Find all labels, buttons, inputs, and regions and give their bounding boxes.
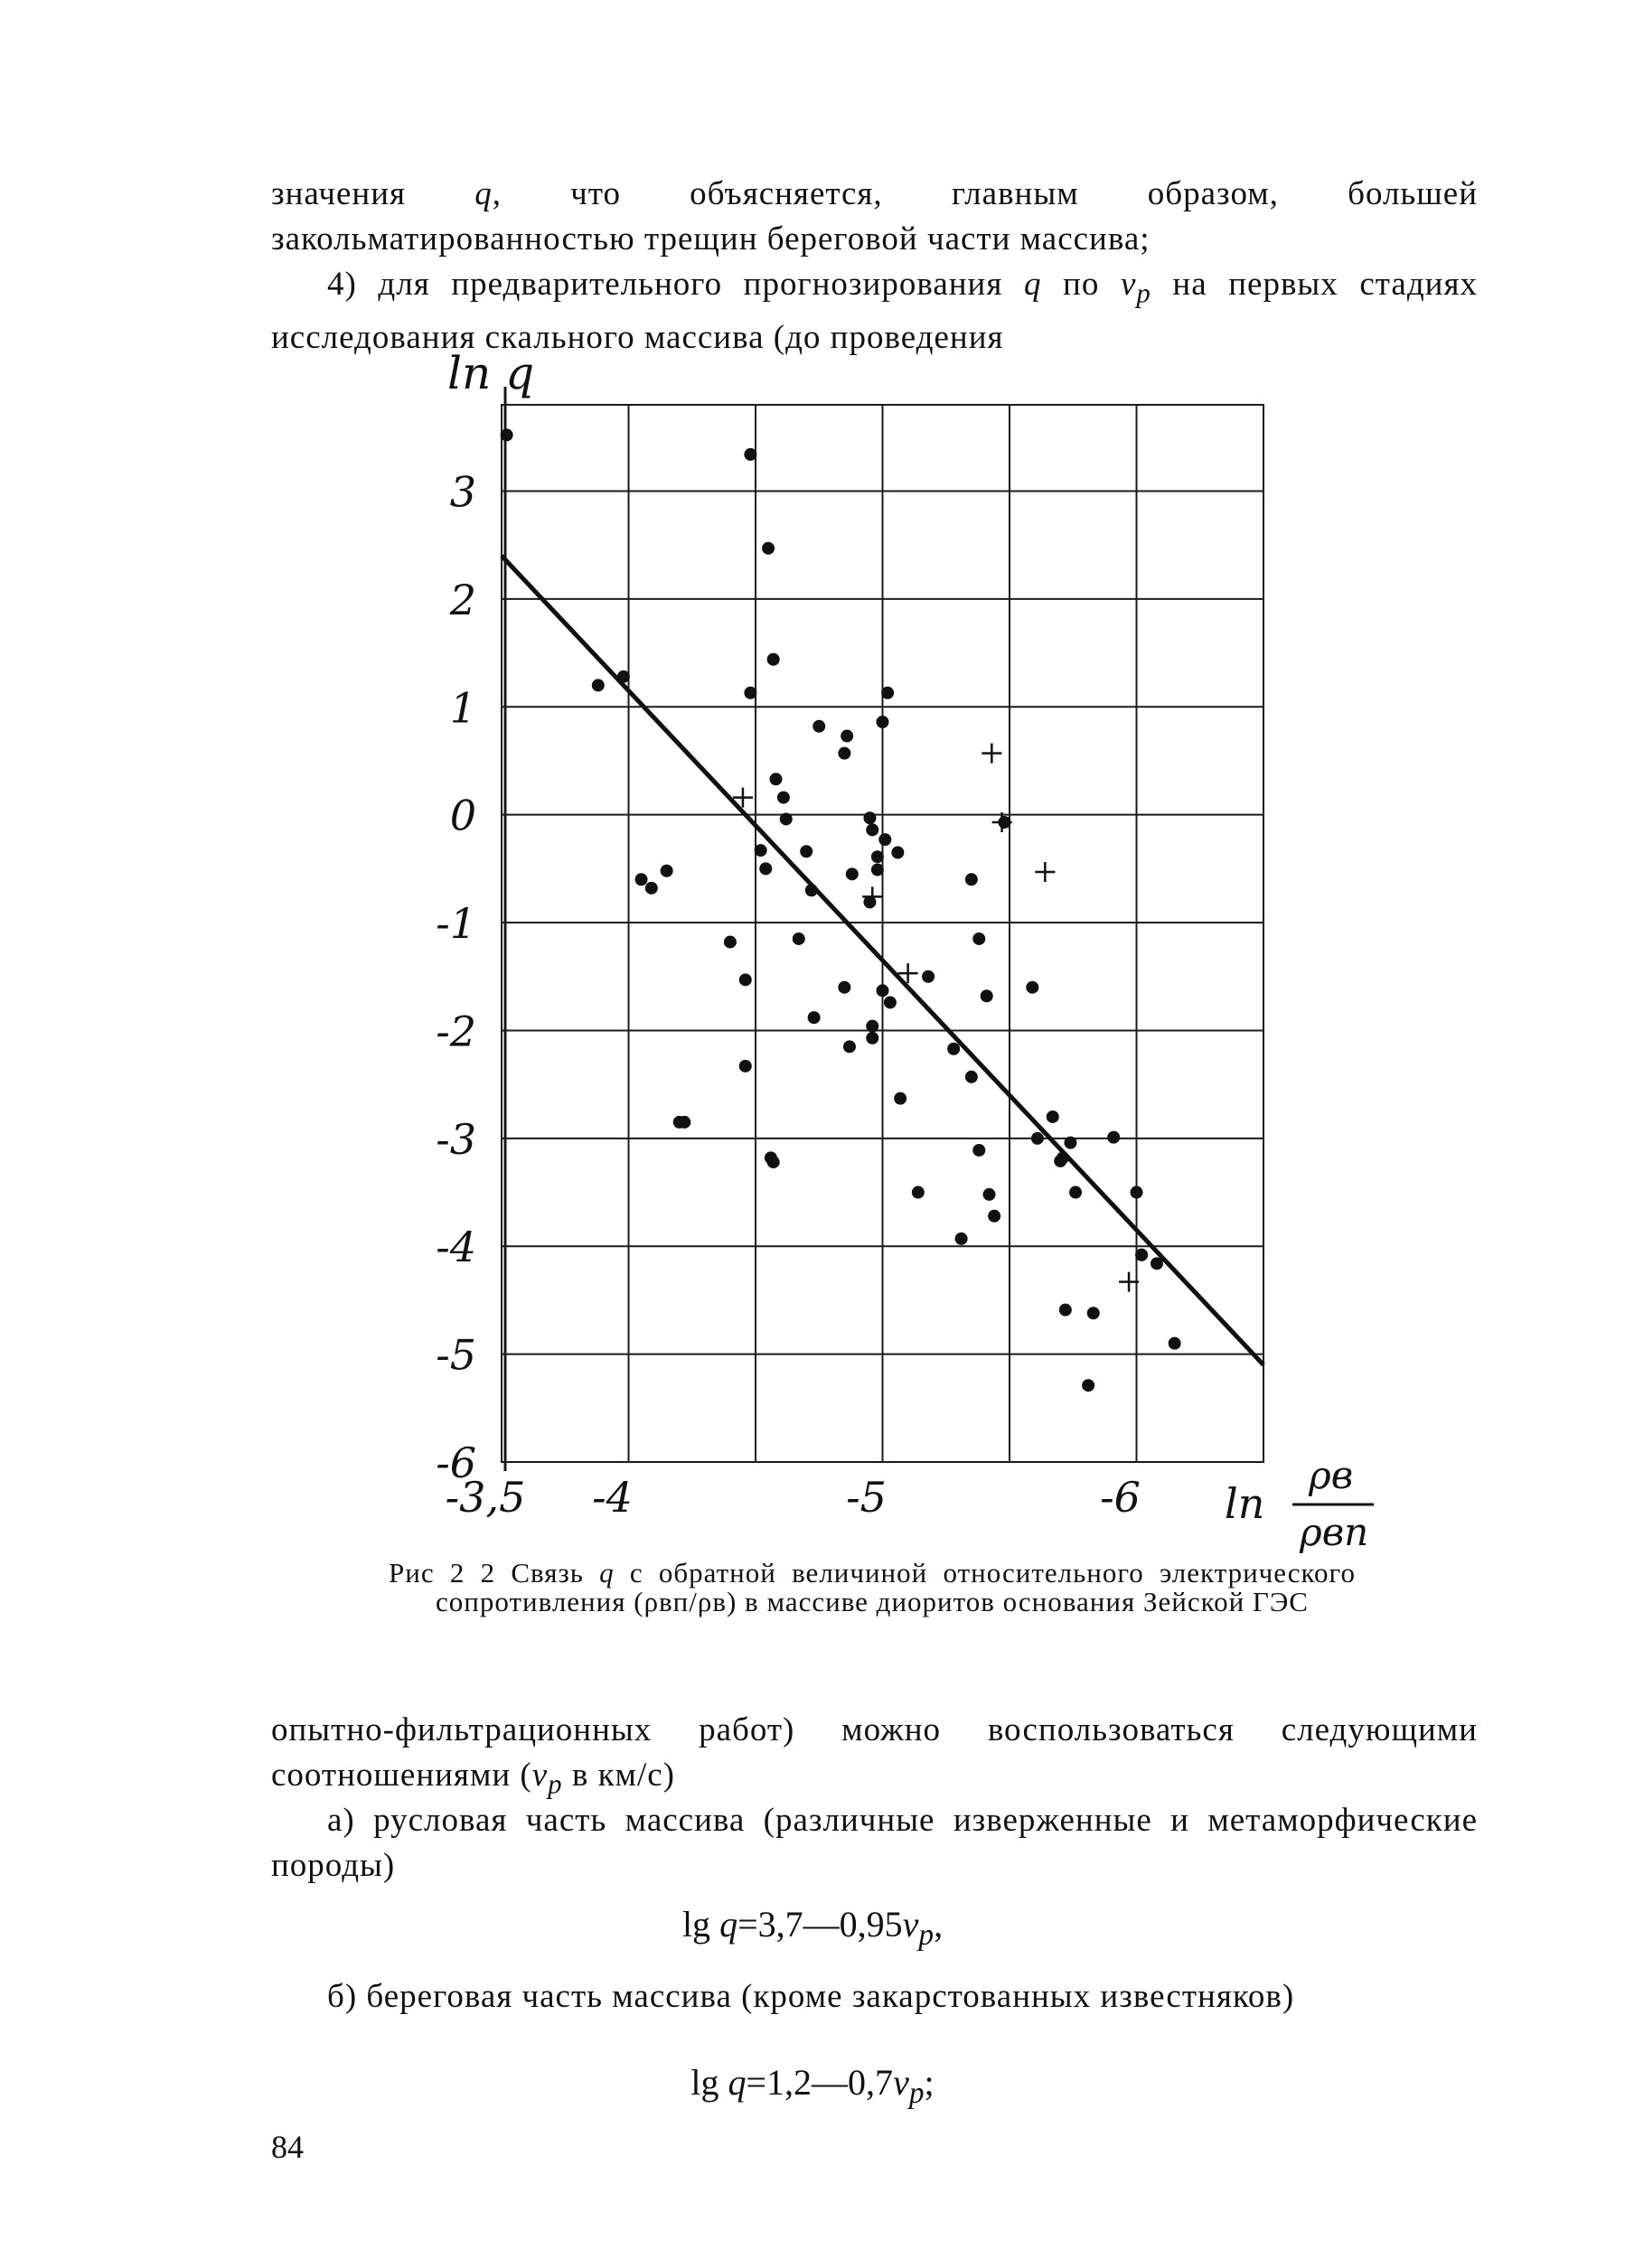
data-point-dot	[955, 1232, 968, 1245]
data-point-dot	[972, 1144, 985, 1157]
y-tick-labels	[436, 468, 476, 1487]
data-point-dot	[673, 1116, 686, 1129]
x-tick-label: -4	[592, 1473, 633, 1522]
text-run: а) русловая часть массива (различные изверженные и метаморфические породы)	[271, 1802, 1478, 1884]
x-axis-label-denominator: ρвп	[1300, 1510, 1369, 1554]
data-point-dot	[981, 989, 993, 1002]
data-point-dot	[1031, 1132, 1044, 1145]
y-tick-label: -4	[436, 1223, 476, 1272]
data-point-cross	[1035, 862, 1055, 882]
data-point-dot	[922, 970, 935, 983]
formula-part: lg	[690, 2062, 728, 2103]
data-point-dot	[739, 1060, 752, 1073]
symbol-q: q	[599, 1557, 615, 1589]
data-point-dot	[635, 873, 648, 886]
data-point-dot	[881, 687, 894, 699]
y-tick-label: -1	[436, 899, 476, 949]
chart-grid	[502, 387, 1263, 1471]
data-point-dot	[843, 1040, 856, 1053]
caption-text: с обратной величиной относительного электрического сопротивления (ρвп/ρв) в массиве диоритов основания Зейской ГЭС	[436, 1557, 1356, 1617]
data-point-dot	[878, 833, 891, 846]
data-point-dot	[871, 850, 884, 863]
paragraph-item-a	[271, 1798, 1478, 1888]
x-tick-label: -6	[1100, 1473, 1141, 1522]
data-point-dot	[1107, 1131, 1120, 1144]
data-point-dot	[965, 1071, 978, 1083]
data-point-dot	[1082, 1379, 1094, 1392]
data-point-dot	[759, 862, 772, 875]
data-point-dot	[724, 936, 737, 949]
data-point-dot	[1026, 981, 1038, 994]
data-point-dot	[744, 448, 756, 461]
caption-text: Рис 2 2 Связь	[389, 1557, 600, 1589]
formula-part: =3,7—0,95	[737, 1904, 903, 1945]
data-point-dot	[972, 933, 985, 945]
subscript-p: p	[908, 2076, 925, 2110]
data-point-dot	[866, 823, 878, 836]
data-point-dot	[866, 1020, 878, 1033]
x-tick-label: -3,5	[445, 1473, 526, 1522]
data-point-dot	[1064, 1137, 1076, 1149]
data-point-dot	[1135, 1249, 1148, 1261]
symbol-v: v	[902, 1904, 919, 1945]
data-point-dot	[947, 1043, 960, 1055]
data-point-dot	[1131, 1186, 1143, 1199]
text-run: на первых стадиях исследования скального массива (до проведения	[271, 266, 1478, 357]
data-point-dot	[965, 873, 978, 886]
data-point-dot	[777, 792, 790, 804]
symbol-v: v	[531, 1757, 549, 1794]
symbol-v: v	[1120, 266, 1137, 303]
data-point-dot	[1169, 1337, 1181, 1350]
formula-part: =1,2—0,7	[746, 2062, 894, 2103]
data-point-dot	[894, 1092, 906, 1105]
figure-caption	[389, 1559, 1356, 1617]
formula-2	[0, 2060, 1625, 2116]
text-run: б) береговая часть массива (кроме закарстованных известняков)	[327, 1978, 1295, 2015]
data-point-dot	[912, 1186, 925, 1199]
y-tick-label: 1	[449, 683, 476, 733]
formula-1	[0, 1902, 1625, 1958]
paragraph-continuation-2	[271, 1708, 1478, 1806]
data-point-dot	[805, 884, 818, 896]
subscript-p: p	[548, 1768, 563, 1800]
y-tick-label: 0	[449, 791, 476, 840]
data-point-dot	[645, 882, 658, 895]
data-point-dot	[800, 845, 812, 858]
data-point-dot	[988, 1210, 1000, 1223]
y-tick-label: -5	[436, 1330, 476, 1380]
y-tick-label: 2	[449, 575, 476, 624]
subscript-p: p	[918, 1918, 935, 1952]
text-run: по	[1041, 266, 1121, 303]
data-point-dot	[617, 670, 630, 683]
subscript-p: p	[1136, 277, 1151, 309]
y-tick-label: -3	[436, 1114, 476, 1164]
data-point-dot	[769, 773, 782, 785]
data-point-dot	[1059, 1304, 1072, 1317]
x-axis-label-numerator: ρв	[1309, 1453, 1354, 1497]
data-point-dot	[884, 996, 897, 1008]
data-point-dot	[1087, 1307, 1100, 1319]
text-run: значения	[271, 175, 475, 212]
data-point-dot	[1151, 1257, 1163, 1270]
page-number: 84	[271, 2129, 304, 2165]
data-point-dot	[838, 747, 850, 760]
symbol-v: v	[893, 2062, 909, 2103]
data-point-dot	[762, 542, 775, 555]
data-point-dot	[863, 811, 876, 824]
data-point-dot	[739, 973, 752, 986]
data-point-dot	[877, 716, 889, 728]
y-axis-label: ln q	[447, 347, 535, 399]
y-tick-label: -6	[436, 1439, 476, 1487]
text-run: в км/с)	[562, 1757, 675, 1794]
data-point-cross	[982, 744, 1001, 764]
text-run: опытно-фильтрационных работ) можно воспользоваться следующими соотношениями (	[271, 1711, 1478, 1794]
data-point-dot	[871, 864, 884, 876]
data-point-dot	[846, 867, 859, 880]
data-point-dot	[767, 653, 780, 666]
data-point-dot	[838, 981, 850, 994]
data-point-dot	[812, 720, 825, 733]
data-point-dot	[866, 1032, 878, 1045]
paragraph-item-b	[271, 1974, 1478, 2020]
x-tick-labels	[446, 1473, 1141, 1522]
data-point-dot	[661, 865, 673, 877]
data-point-dot	[744, 687, 756, 699]
y-tick-label: 3	[449, 467, 476, 517]
data-point-dot	[1047, 1111, 1059, 1123]
data-point-dot	[877, 984, 889, 997]
data-point-dot	[1069, 1186, 1082, 1199]
data-point-dot	[793, 933, 805, 945]
data-point-dot	[501, 428, 513, 441]
data-point-dot	[755, 844, 767, 857]
symbol-q: q	[719, 1904, 738, 1945]
data-point-dot	[767, 1156, 780, 1168]
symbol-q: q	[474, 175, 493, 212]
formula-part: ;	[924, 2062, 935, 2103]
data-point-dot	[780, 812, 793, 825]
formula-part: ,	[934, 1904, 944, 1945]
data-point-dot	[983, 1188, 996, 1201]
symbol-q: q	[1023, 266, 1042, 303]
text-run: 4) для предварительного прогнозирования	[327, 266, 1024, 303]
data-point-dot	[808, 1011, 821, 1024]
formula-part: lg	[681, 1904, 720, 1945]
data-point-dot	[1057, 1151, 1069, 1164]
x-axis-label-ln: ln	[1225, 1479, 1265, 1528]
data-point-dot	[592, 679, 605, 691]
symbol-q: q	[728, 2062, 747, 2103]
data-point-dot	[841, 730, 853, 743]
y-tick-label: -2	[436, 1007, 476, 1056]
x-tick-label: -5	[846, 1473, 887, 1522]
text-run: , что объясняется, главным образом, большей закольматированностью трещин береговой части массива;	[271, 175, 1479, 258]
data-point-dot	[891, 846, 904, 858]
